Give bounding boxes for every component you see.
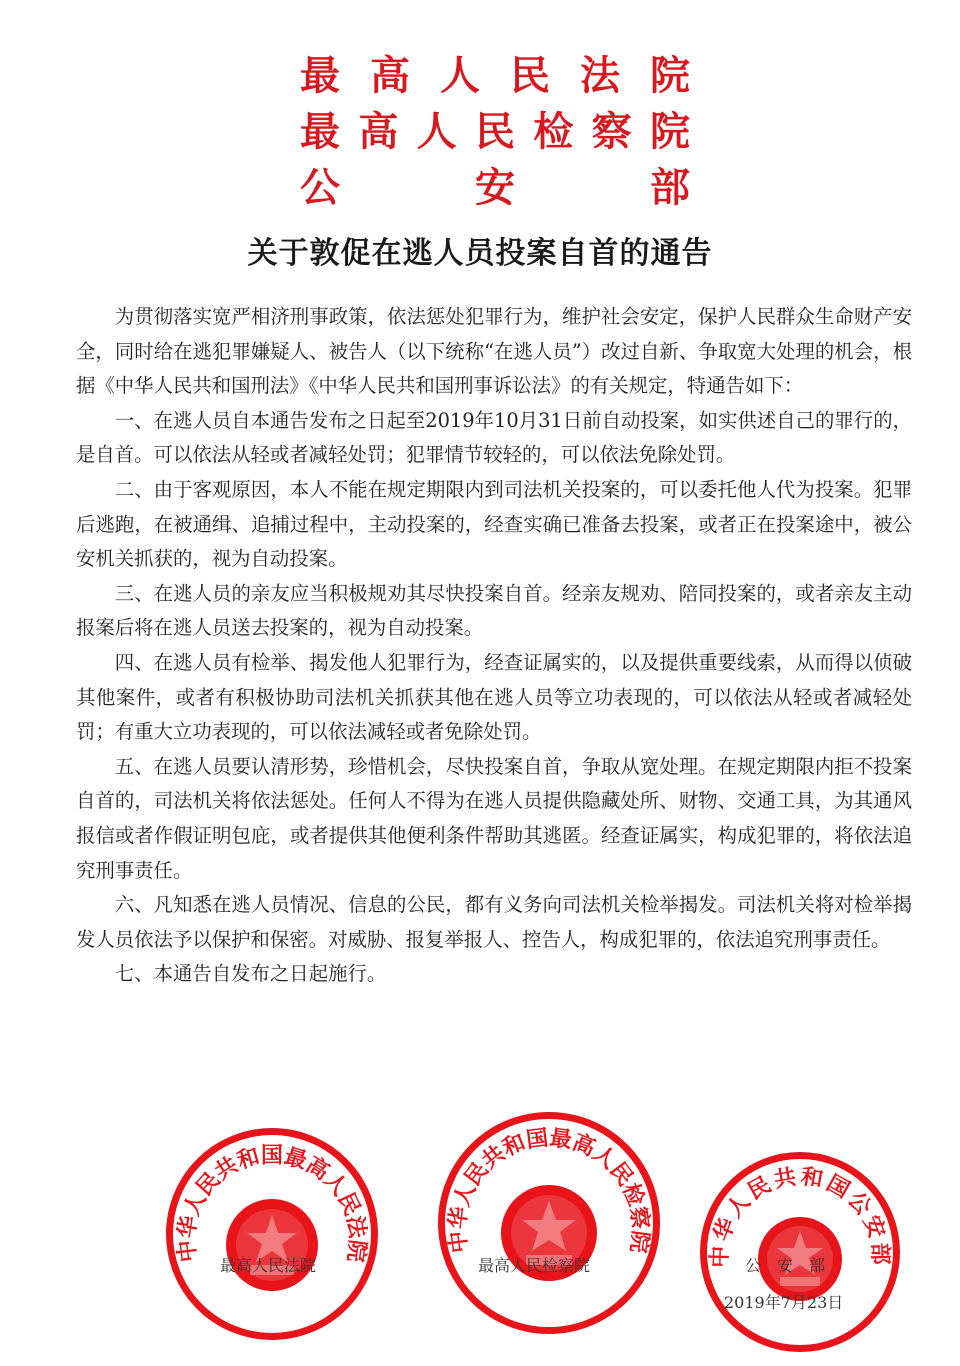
court-seal [166, 1128, 378, 1340]
issuer-char: 部 [650, 164, 690, 211]
seal-ring-text: 中华人民共和国最高人民检察院 [445, 1125, 653, 1255]
notice-body [76, 300, 912, 992]
seal-ring-text: 中华人民共和国公安部 [707, 1164, 893, 1269]
paragraph-5: 五、在逃人员要认清形势，珍惜机会，尽快投案自首，争取从宽处理。在规定期限内拒不投案自首的，司法机关将依法惩处。任何人不得为在逃人员提供隐藏处所、财物、交通工具，为其通风报信或者作假证明包庇，或者提供其他便利条件帮助其逃匿。经查证属实，构成犯罪的，将依法追究刑事责任。 [76, 754, 912, 882]
procuratorate-seal [438, 1112, 660, 1334]
signature-court: 最高人民法院 [220, 1256, 317, 1275]
paragraph-2: 二、由于客观原因，本人不能在规定期限内到司法机关投案的，可以委托他人代为投案。犯罪后逃跑，在被通缉、追捕过程中，主动投案的，经查实确已准备去投案，或者正在投案途中，被公安机关抓获的，视为自动投案。 [76, 477, 912, 571]
issuer-supreme-procuratorate [300, 104, 690, 160]
national-emblem-icon [445, 1119, 653, 1327]
issuer-char: 察 [591, 108, 632, 155]
issue-date: 2019年7月23日 [724, 1293, 844, 1312]
issuer-char: 院 [650, 52, 690, 99]
notice-title: 关于敦促在逃人员投案自首的通告 [247, 236, 713, 271]
issuer-char: 法 [580, 52, 620, 99]
issuer-char: 院 [649, 108, 690, 155]
issuer-char: 安 [475, 164, 515, 211]
paragraph-intro: 为贯彻落实宽严相济刑事政策，依法惩处犯罪行为，维护社会安定，保护人民群众生命财产安全，同时给在逃犯罪嫌疑人、被告人（以下统称“在逃人员”）改过自新、争取宽大处理的机会，根据《中华人民共和国刑法》《中华人民共和国刑事诉讼法》的有关规定，特通告如下： [76, 305, 912, 398]
public-security-seal [700, 1152, 900, 1352]
national-emblem-icon [707, 1159, 893, 1345]
seal-ring-text: 中华人民共和国最高人民法院 [174, 1143, 370, 1264]
paragraph-6: 六、凡知悉在逃人员情况、信息的公民，都有义务向司法机关检举揭发。司法机关将对检举揭发人员依法予以保护和保密。对威胁、报复举报人、控告人，构成犯罪的，依法追究刑事责任。 [76, 893, 912, 951]
issuer-char: 公 [300, 164, 340, 211]
issuer-char: 最 [300, 108, 340, 155]
issuer-char: 高 [370, 52, 410, 99]
issuer-char: 民 [474, 108, 515, 155]
signature-public-security: 公 安 部 [745, 1256, 826, 1275]
issuer-char: 人 [440, 52, 480, 99]
issuer-char: 民 [510, 52, 550, 99]
issuer-public-security [300, 160, 690, 216]
paragraph-7: 七、本通告自发布之日起施行。 [114, 962, 387, 986]
issuer-header [300, 48, 690, 216]
issuer-char: 高 [358, 108, 399, 155]
signature-procuratorate: 最高人民检察院 [478, 1256, 591, 1275]
paragraph-3: 三、在逃人员的亲友应当积极规劝其尽快投案自首。经亲友规劝、陪同投案的，或者亲友主动报案后将在逃人员送去投案的，视为自动投案。 [76, 581, 912, 640]
issuer-char: 人 [416, 108, 457, 155]
issuer-char: 检 [533, 108, 574, 155]
issuer-supreme-court [300, 48, 690, 104]
issuer-char: 最 [300, 52, 340, 99]
paragraph-4: 四、在逃人员有检举、揭发他人犯罪行为，经查证属实的，以及提供重要线索，从而得以侦破其他案件，或者有积极协助司法机关抓获其他在逃人员等立功表现的，可以依法从轻或者减轻处罚；有重大立功表现的，可以依法减轻或者免除处罚。 [76, 650, 912, 744]
national-emblem-icon [173, 1135, 371, 1333]
paragraph-1: 一、在逃人员自本通告发布之日起至2019年10月31日前自动投案，如实供述自己的罪行的，是自首。可以依法从轻或者减轻处罚；犯罪情节较轻的，可以依法免除处罚。 [76, 408, 912, 467]
